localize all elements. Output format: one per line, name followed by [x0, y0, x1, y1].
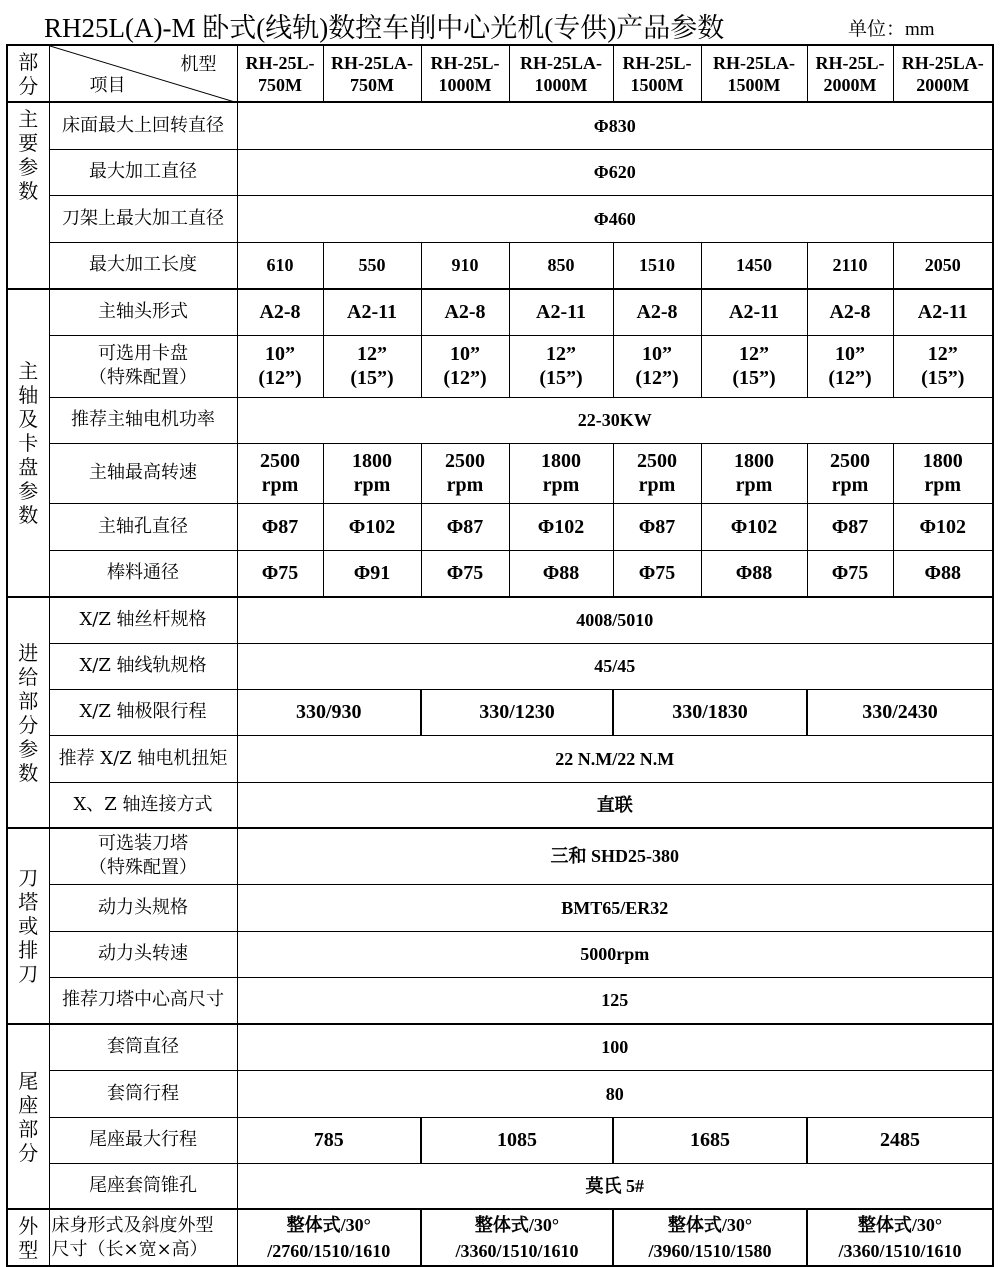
value-cell: 125 [237, 977, 993, 1024]
item-label: X/Z 轴线轨规格 [49, 643, 237, 689]
value-line1: 12” [357, 343, 387, 365]
value-cell: A2-8 [613, 289, 701, 335]
section-header-char: 部 [18, 49, 39, 74]
section-char: 外 [18, 1213, 39, 1238]
value-cell: Φ87 [237, 503, 323, 550]
value-line1: 整体式/30° [667, 1214, 753, 1235]
section-char: 分 [18, 1140, 39, 1165]
value-cell: A2-11 [509, 289, 613, 335]
section-label-tailstock [7, 1024, 49, 1209]
item-label: X/Z 轴丝杆规格 [49, 597, 237, 643]
value-line2: /2760/1510/1610 [267, 1240, 391, 1261]
value-line1: 整体式/30° [857, 1214, 943, 1235]
section-char: 参 [18, 155, 39, 179]
item-line1: 床身形式及斜度外型 [51, 1214, 214, 1236]
item-line2: 尺寸（长×宽×高） [51, 1238, 208, 1260]
section-char: 部 [18, 688, 39, 713]
model-line2: 1000M [438, 74, 492, 95]
item-label: 主轴最高转速 [49, 443, 237, 503]
value-cell: Φ88 [701, 550, 807, 597]
value-cell [613, 443, 701, 503]
value-cell [421, 335, 509, 397]
header-row [7, 45, 993, 102]
section-char: 数 [18, 760, 39, 785]
model-line2: 1500M [630, 74, 684, 95]
value-line2: /3960/1510/1580 [648, 1240, 772, 1261]
value-cell: Φ75 [421, 550, 509, 597]
value-cell: A2-8 [807, 289, 893, 335]
value-cell: Φ102 [893, 503, 993, 550]
value-cell [893, 443, 993, 503]
item-label: 尾座最大行程 [49, 1117, 237, 1163]
value-cell: BMT65/ER32 [237, 884, 993, 931]
value-line1: 10” [265, 343, 295, 365]
value-line2: (15”) [921, 367, 965, 389]
value-cell: Φ87 [421, 503, 509, 550]
item-label: 动力头规格 [49, 884, 237, 931]
section-header-char: 分 [18, 73, 39, 98]
value-cell [893, 335, 993, 397]
value-line2: (15”) [732, 367, 776, 389]
section-char: 塔 [18, 890, 39, 914]
value-cell: Φ75 [613, 550, 701, 597]
item-label: 棒料通径 [49, 550, 237, 597]
value-cell: 550 [323, 242, 421, 289]
model-header [893, 45, 993, 102]
item-label: 主轴头形式 [49, 289, 237, 335]
item-line1: 可选用卡盘 [98, 343, 188, 364]
model-header [237, 45, 323, 102]
item-label: 刀架上最大加工直径 [49, 195, 237, 242]
section-char: 参 [18, 736, 39, 761]
value-line2: (15”) [539, 367, 583, 389]
section-char: 主 [18, 107, 39, 131]
spec-table [6, 44, 994, 1267]
value-cell: A2-11 [893, 289, 993, 335]
value-line1: 2500 [830, 450, 870, 472]
value-cell [237, 1209, 421, 1266]
table-row [7, 289, 993, 335]
model-line2: 2000M [823, 74, 877, 95]
section-char: 主 [18, 359, 39, 383]
value-cell [237, 335, 323, 397]
item-label: X/Z 轴极限行程 [49, 689, 237, 735]
model-header [807, 45, 893, 102]
model-line2: 1500M [727, 74, 781, 95]
section-label-spindle [7, 289, 49, 597]
value-cell: A2-8 [237, 289, 323, 335]
value-cell: Φ102 [509, 503, 613, 550]
value-cell: 1085 [421, 1117, 613, 1163]
section-char: 给 [18, 664, 39, 689]
value-line2: rpm [735, 474, 773, 496]
value-cell: 5000rpm [237, 931, 993, 977]
value-line2: rpm [446, 474, 484, 496]
value-line1: 1800 [352, 450, 392, 472]
value-cell [509, 443, 613, 503]
section-char: 数 [18, 179, 39, 203]
model-header [701, 45, 807, 102]
item-label: 主轴孔直径 [49, 503, 237, 550]
section-char: 刀 [18, 962, 39, 986]
value-cell: 莫氏 5# [237, 1163, 993, 1209]
value-cell: 330/1830 [613, 689, 807, 735]
table-row [7, 195, 993, 242]
table-row [7, 1070, 993, 1117]
model-line2: 750M [258, 74, 302, 95]
section-label-feed [7, 597, 49, 828]
item-label [49, 1209, 237, 1266]
value-cell: 330/2430 [807, 689, 993, 735]
table-row [7, 931, 993, 977]
item-label: 推荐刀塔中心高尺寸 [49, 977, 237, 1024]
item-label: 尾座套筒锥孔 [49, 1163, 237, 1209]
unit-label: 单位：mm [848, 19, 935, 40]
value-line2: /3360/1510/1610 [455, 1240, 579, 1261]
value-cell: Φ620 [237, 149, 993, 195]
value-line1: 2500 [637, 450, 677, 472]
value-line1: 10” [642, 343, 672, 365]
item-label [49, 828, 237, 884]
item-label: 套筒直径 [49, 1024, 237, 1070]
value-line2: (12”) [258, 367, 302, 389]
value-line1: 12” [739, 343, 769, 365]
value-cell: 850 [509, 242, 613, 289]
value-cell: 910 [421, 242, 509, 289]
model-line1: RH-25LA- [520, 52, 602, 73]
model-line1: RH-25LA- [713, 52, 795, 73]
value-line1: 10” [450, 343, 480, 365]
table-row [7, 828, 993, 884]
section-char: 排 [18, 938, 39, 962]
value-cell [421, 443, 509, 503]
table-row [7, 1024, 993, 1070]
model-line1: RH-25LA- [331, 52, 413, 73]
value-line1: 1800 [734, 450, 774, 472]
value-cell: Φ88 [509, 550, 613, 597]
value-cell: 330/930 [237, 689, 421, 735]
table-row [7, 397, 993, 443]
section-char: 分 [18, 712, 39, 737]
model-label: 机型 [180, 54, 217, 75]
item-label: 床面最大上回转直径 [49, 102, 237, 149]
value-line1: 整体式/30° [474, 1214, 560, 1235]
section-label-outer [7, 1209, 49, 1266]
section-char: 座 [18, 1092, 39, 1117]
value-cell [701, 335, 807, 397]
section-char: 刀 [18, 866, 39, 890]
value-cell: Φ75 [237, 550, 323, 597]
value-cell: 80 [237, 1070, 993, 1117]
value-cell: Φ88 [893, 550, 993, 597]
section-char: 尾 [18, 1068, 39, 1093]
item-label: 推荐主轴电机功率 [49, 397, 237, 443]
value-line1: 12” [927, 343, 958, 365]
value-cell: A2-11 [323, 289, 421, 335]
item-label: 项目 [89, 75, 126, 96]
table-row [7, 735, 993, 782]
model-line1: RH-25L- [622, 52, 692, 73]
table-row [7, 102, 993, 149]
value-cell: Φ460 [237, 195, 993, 242]
table-row [7, 335, 993, 397]
table-row [7, 597, 993, 643]
table-row [7, 689, 993, 735]
title-row [0, 0, 1000, 44]
section-label-turret [7, 828, 49, 1024]
value-cell: Φ91 [323, 550, 421, 597]
value-cell [701, 443, 807, 503]
table-row [7, 977, 993, 1024]
model-line1: RH-25L- [430, 52, 500, 73]
item-line2: （特殊配置） [89, 857, 197, 879]
section-char: 盘 [18, 455, 39, 479]
value-cell: 22-30KW [237, 397, 993, 443]
value-cell: 100 [237, 1024, 993, 1070]
value-cell: A2-11 [701, 289, 807, 335]
value-line2: rpm [542, 474, 580, 496]
table-row [7, 1117, 993, 1163]
value-cell: Φ87 [613, 503, 701, 550]
value-cell [613, 1209, 807, 1266]
table-row [7, 550, 993, 597]
value-cell: Φ102 [323, 503, 421, 550]
item-label [49, 335, 237, 397]
value-cell: 22 N.M/22 N.M [237, 735, 993, 782]
value-cell [807, 443, 893, 503]
model-header [323, 45, 421, 102]
model-line1: RH-25LA- [901, 52, 984, 73]
value-cell: Φ75 [807, 550, 893, 597]
value-line2: (12”) [443, 367, 487, 389]
value-line2: (15”) [350, 367, 394, 389]
section-char: 轴 [18, 383, 39, 407]
value-line2: (12”) [635, 367, 679, 389]
item-label: 套筒行程 [49, 1070, 237, 1117]
table-row [7, 443, 993, 503]
value-line2: rpm [261, 474, 299, 496]
value-cell: 直联 [237, 782, 993, 828]
item-label: 推荐 X/Z 轴电机扭矩 [49, 735, 237, 782]
diagonal-header-cell [49, 45, 237, 102]
value-cell [613, 335, 701, 397]
table-row [7, 149, 993, 195]
value-line1: 12” [546, 343, 576, 365]
value-cell: 三和 SHD25-380 [237, 828, 993, 884]
value-line2: rpm [831, 474, 869, 496]
model-line2: 1000M [534, 74, 588, 95]
value-cell: Φ102 [701, 503, 807, 550]
table-row [7, 643, 993, 689]
section-char: 型 [18, 1237, 39, 1262]
value-line2: rpm [924, 474, 962, 496]
value-cell [323, 443, 421, 503]
value-cell [421, 1209, 613, 1266]
table-row [7, 503, 993, 550]
section-char: 数 [18, 503, 39, 527]
value-line2: rpm [638, 474, 676, 496]
value-cell: 2050 [893, 242, 993, 289]
value-cell: 4008/5010 [237, 597, 993, 643]
section-char: 及 [18, 407, 39, 431]
table-row [7, 1209, 993, 1266]
value-cell [237, 443, 323, 503]
value-cell: 785 [237, 1117, 421, 1163]
section-header-cell [7, 45, 49, 102]
page-title: RH25L(A)-M 卧式(线轨)数控车削中心光机(专供)产品参数 [44, 13, 725, 43]
value-cell [323, 335, 421, 397]
model-line2: 750M [350, 74, 394, 95]
value-cell [509, 335, 613, 397]
value-cell: 1510 [613, 242, 701, 289]
table-row [7, 1163, 993, 1209]
value-cell: 2485 [807, 1117, 993, 1163]
section-char: 部 [18, 1116, 39, 1141]
value-cell: 330/1230 [421, 689, 613, 735]
item-line2: （特殊配置） [89, 367, 197, 388]
section-char: 进 [18, 640, 39, 665]
value-line2: (12”) [828, 367, 872, 389]
table-row [7, 782, 993, 828]
item-line1: 可选装刀塔 [98, 833, 188, 855]
value-cell: 45/45 [237, 643, 993, 689]
item-label: X、Z 轴连接方式 [49, 782, 237, 828]
value-line2: /3360/1510/1610 [838, 1240, 962, 1261]
value-cell: Φ87 [807, 503, 893, 550]
item-label: 最大加工直径 [49, 149, 237, 195]
item-label: 动力头转速 [49, 931, 237, 977]
value-line1: 1800 [922, 450, 963, 472]
model-line2: 2000M [916, 74, 970, 95]
model-header [509, 45, 613, 102]
section-label-main [7, 102, 49, 289]
value-line1: 2500 [260, 450, 300, 472]
value-cell: A2-8 [421, 289, 509, 335]
item-label: 最大加工长度 [49, 242, 237, 289]
table-row [7, 884, 993, 931]
table-row [7, 242, 993, 289]
model-line1: RH-25L- [815, 52, 885, 73]
value-cell: 1450 [701, 242, 807, 289]
value-line1: 1800 [541, 450, 581, 472]
value-line1: 10” [835, 343, 865, 365]
model-line1: RH-25L- [245, 52, 315, 73]
value-cell: 2110 [807, 242, 893, 289]
model-header [421, 45, 509, 102]
section-char: 或 [18, 914, 39, 938]
section-char: 参 [18, 479, 39, 503]
section-char: 要 [18, 131, 39, 155]
section-char: 卡 [18, 431, 39, 455]
value-cell [807, 1209, 993, 1266]
value-cell [807, 335, 893, 397]
value-line1: 2500 [445, 450, 485, 472]
value-line1: 整体式/30° [286, 1214, 371, 1235]
value-cell: Φ830 [237, 102, 993, 149]
value-cell: 1685 [613, 1117, 807, 1163]
value-cell: 610 [237, 242, 323, 289]
value-line2: rpm [353, 474, 391, 496]
model-header [613, 45, 701, 102]
